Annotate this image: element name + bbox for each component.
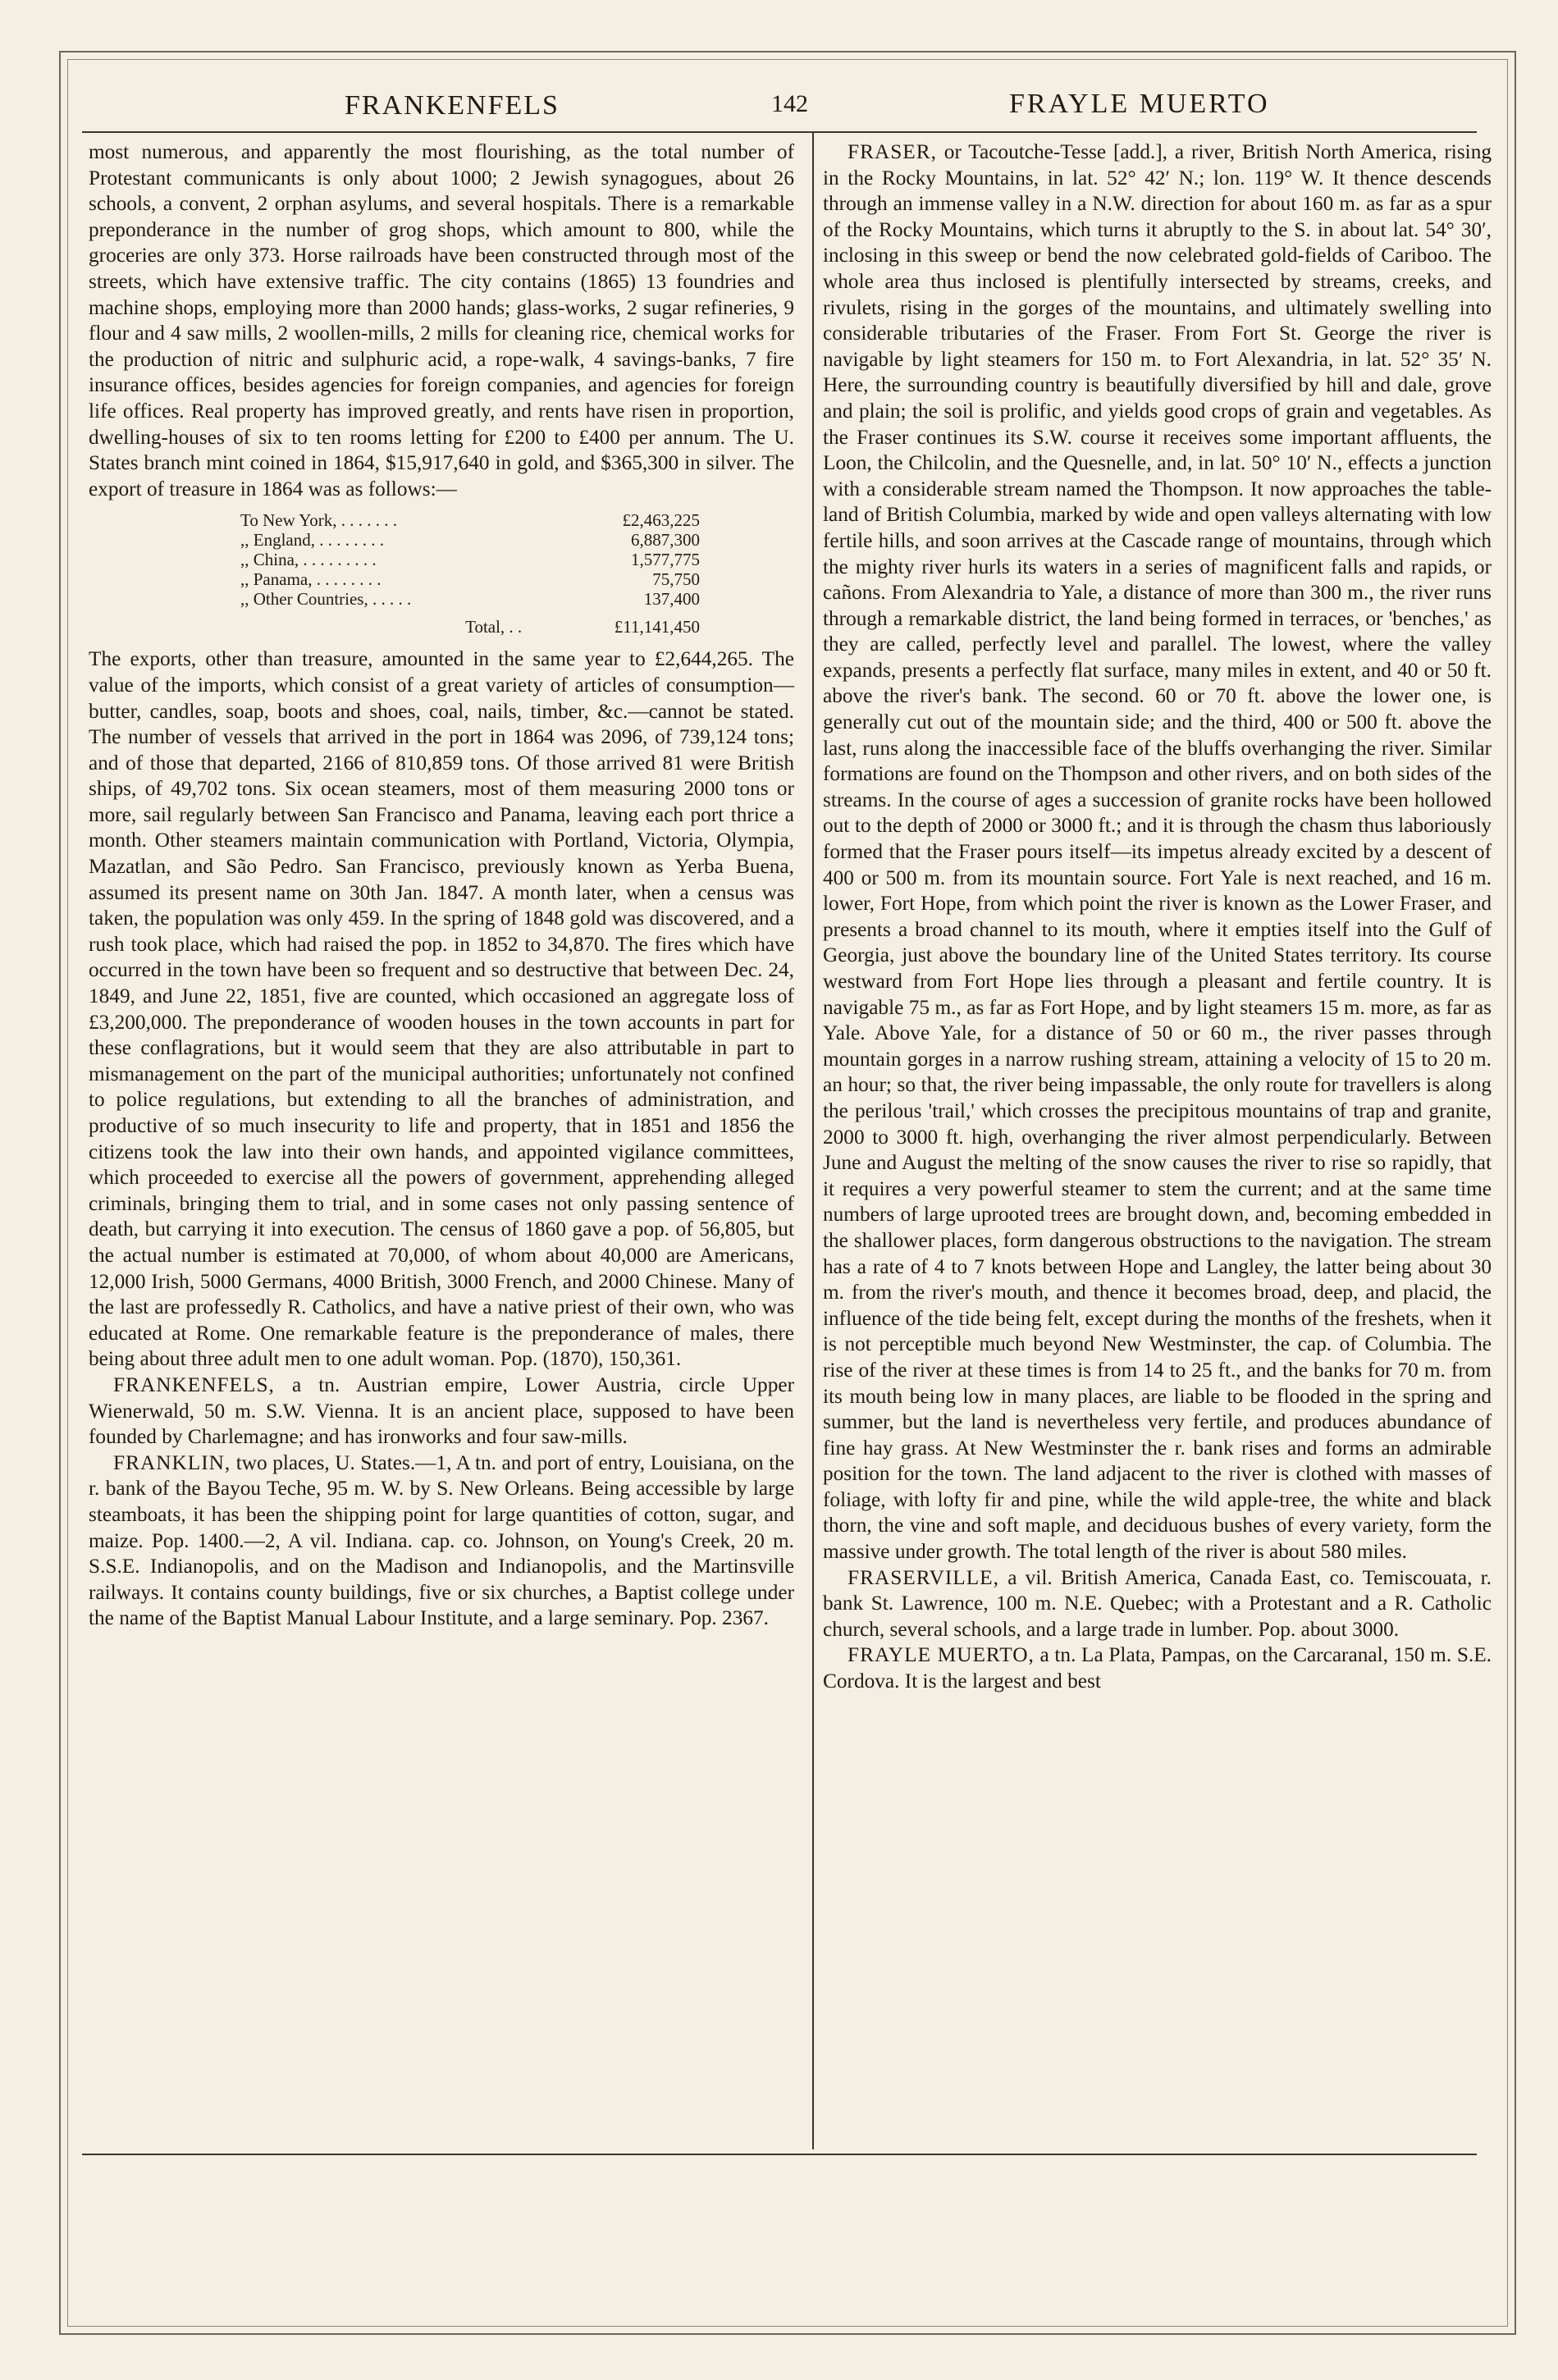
- table-cell-label: ,, China, . . . . . . . . .: [240, 550, 377, 570]
- treasure-export-table: [240, 510, 700, 637]
- footer-rule: [82, 2154, 1477, 2155]
- headword: FRANKENFELS,: [113, 1373, 275, 1396]
- table-row: [240, 510, 700, 530]
- table-total-label: Total, . .: [465, 617, 523, 637]
- table-cell-value: 75,750: [652, 569, 700, 590]
- table-cell-label: ,, Other Countries, . . . . .: [240, 589, 412, 610]
- header-left-word: FRANKENFELS: [345, 90, 560, 121]
- table-cell-label: ,, Panama, . . . . . . . .: [240, 569, 382, 590]
- table-cell-label: To New York, . . . . . . .: [240, 510, 398, 531]
- left-column: [89, 139, 794, 1632]
- entry-frankenfels: [89, 1373, 794, 1450]
- header-rule: [82, 131, 1477, 133]
- table-total-row: [240, 609, 700, 637]
- column-divider: [812, 131, 814, 2149]
- entry-body: a vil. British America, Canada East, co. Temiscouata, r. bank St. Lawrence, 100 m. N.E. Quebec; with a Protestant and a R. Catholic church, several schools, and a large trade in lumber. Pop. about 3000.: [823, 1565, 1492, 1641]
- entry-body: or Tacoutche-Tesse [add.], a river, British North America, rising in the Rocky Mountains, in lat. 52° 42′ N.; lon. 119° W. It thence descends through an immense valley in a N.W. direction for about 160 m. as far as a spur of the Rocky Mountains, which turns it abruptly to the S. in about lat. 54° 30′, inclosing in this sweep or bend the now celebrated gold-fields of Cariboo. The whole area thus inclosed is plentifully intersected by streams, creeks, and rivulets, rising in the gorges of the mountains, and ultimately swelling into considerable tributaries of the Fraser. From Fort St. George the river is navigable by light steamers for 150 m. to Fort Alexandria, in lat. 52° 35′ N. Here, the surrounding country is beautifully diversified by hill and dale, grove and plain; the soil is prolific, and yields good crops of grain and vegetables. As the Fraser continues its S.W. course it receives some important affluents, the Loon, the Chilcolin, and the Quesnelle, and, in lat. 50° 10′ N., effects a junction with a considerable stream named the Thompson. It now approaches the table-land of British Columbia, marked by wide and open valleys alternating with low fertile hills, and soon arrives at the Cascade range of mountains, through which the mighty river hurls its waters in a series of magnificent falls and rapids, or cañons. From Alexandria to Yale, a distance of more than 300 m., the river runs through a remarkable district, the land being formed in terraces, or 'benches,' as they are called, perfectly level and parallel. The lowest, where the valley expands, presents a perfectly flat surface, many miles in extent, and 40 or 50 ft. above the river's bank. The second. 60 or 70 ft. above the lower one, is generally cut out of the mountain side; and the third, 400 or 500 ft. above the last, runs along the inaccessible face of the bluffs overhanging the river. Similar formations are found on the Thompson and other rivers, and on both sides of the streams. In the course of ages a succession of granite rocks have been hollowed out to the depth of 2000 or 3000 ft.; and it is through the chasm thus laboriously formed that the Fraser pours itself—its impetus already excited by a descent of 400 or 500 m. from its mountain source. Fort Yale is next reached, and 16 m. lower, Fort Hope, from which point the river is known as the Lower Fraser, and presents a broad channel to its mouth, where it empties itself into the Gulf of Georgia, just above the boundary line of the United States territory. Its course westward from Fort Hope lies through a pleasant and fertile country. It is navigable 75 m., as far as Fort Hope, and by light steamers 15 m. more, as far as Yale. Above Yale, for a distance of 50 or 60 m., the river passes through mountain gorges in a narrow rushing stream, attaining a velocity of 15 to 20 m. an hour; so that, the river being impassable, the only route for travellers is along the perilous 'trail,' which crosses the precipitous mountains of trap and granite, 2000 to 3000 ft. high, overhanging the river almost perpendicularly. Between June and August the melting of the snow causes the river to rise so rapidly, that it requires a very powerful steamer to stem the current; and at the same time numbers of large uprooted trees are brought down, and, becoming embedded in the shallower places, form dangerous obstructions to the navigation. The stream has a rate of 4 to 7 knots between Hope and Langley, the latter being about 30 m. from the river's mouth, and thence it becomes broad, deep, and placid, the influence of the tide being felt, except during the months of the freshets, when it is not perceptible much beyond New Westminster, the cap. of Columbia. The rise of the river at these times is from 14 to 25 ft., and the banks for 70 m. from its mouth being low in many places, are liable to be flooded in the spring and summer, but the land is nevertheless very fertile, and produces abundance of fine hay grass. At New Westminster the r. bank rises and forms an admirable position for the town. The land adjacent to the river is clothed with masses of foliage, with lofty fir and pine, while the wild apple-tree, the white and black thorn, the vine and soft maple, and deciduous bushes of every variety, form the massive under growth. The total length of the river is about 580 miles.: [823, 140, 1492, 1564]
- table-row: [240, 569, 700, 589]
- headword: FRAYLE MUERTO,: [848, 1643, 1035, 1667]
- table-row: [240, 589, 700, 609]
- headword: FRASER,: [848, 140, 937, 163]
- headword: FRANKLIN,: [113, 1450, 231, 1474]
- paragraph-exports: The exports, other than treasure, amounted in the same year to £2,644,265. The value of the imports, which consist of a great variety of articles of consumption—butter, candles, soap, boots and shoes, coal, nails, timber, &c.—cannot be stated. The number of vessels that arrived in the port in 1864 was 2096, of 739,124 tons; and of those that departed, 2166 of 810,859 tons. Of those arrived 81 were British ships, of 49,702 tons. Six ocean steamers, most of them measuring 2000 tons or more, sail regularly between San Francisco and Panama, leaving each port thrice a month. Other steamers maintain communication with Portland, Victoria, Olympia, Mazatlan, and São Pedro. San Francisco, previously known as Yerba Buena, assumed its present name on 30th Jan. 1847. A month later, when a census was taken, the population was only 459. In the spring of 1848 gold was discovered, and a rush took place, which had raised the pop. in 1852 to 34,870. The fires which have occurred in the town have been so frequent and so destructive that between Dec. 24, 1849, and June 22, 1851, five are counted, which occasioned an aggregate loss of £3,200,000. The preponderance of wooden houses in the town accounts in part for these conflagrations, but it would seem that they are also attributable in part to mismanagement on the part of the municipal authorities; unfortunately not confined to police regulations, but extending to all the branches of administration, and productive of so much insecurity to life and property, that in 1851 and 1856 the citizens took the law into their own hands, and appointed vigilance committees, which proceeded to exercise all the powers of government, apprehending alleged criminals, bringing them to trial, and in some cases not only passing sentence of death, but carrying it into execution. The census of 1860 gave a pop. of 56,805, but the actual number is estimated at 70,000, of whom about 40,000 are Americans, 12,000 Irish, 5000 Germans, 4000 British, 3000 French, and 2000 Chinese. Many of the last are professedly R. Catholics, and have a native priest of their own, who was educated at Rome. One remarkable feature is the preponderance of males, there being about three adult men to one adult woman. Pop. (1870), 150,361.: [89, 647, 794, 1371]
- headword: FRASERVILLE,: [848, 1565, 999, 1589]
- entry-fraserville: [823, 1565, 1492, 1643]
- table-row: [240, 530, 700, 550]
- entry-frayle-muerto: [823, 1642, 1492, 1694]
- table-cell-value: 1,577,775: [631, 550, 700, 570]
- running-header: [82, 82, 1476, 131]
- paragraph-continued: most numerous, and apparently the most flourishing, as the total number of Protestant communicants is only about 1000; 2 Jewish synagogues, about 26 schools, a convent, 2 orphan asylums, and several hospitals. There is a remarkable preponderance in the number of grog shops, which amount to 800, while the groceries are only 373. Horse railroads have been constructed through most of the streets, which have extensive traffic. The city contains (1865) 13 foundries and machine shops, employing more than 2000 hands; glass-works, 2 sugar refineries, 9 flour and 4 saw mills, 2 woollen-mills, 2 mills for cleaning rice, chemical works for the production of nitric and sulphuric acid, a rope-walk, 4 savings-banks, 7 fire insurance offices, besides agencies for foreign companies, and agencies for foreign life offices. Real property has improved greatly, and rents have risen in proportion, dwelling-houses of six to ten rooms letting for £200 to £400 per annum. The U. States branch mint coined in 1864, $15,917,640 in gold, and $365,300 in silver. The export of treasure in 1864 was as follows:—: [89, 140, 794, 500]
- entry-fraser: [823, 139, 1492, 1565]
- entry-body: a tn. La Plata, Pampas, on the Carcaranal, 150 m. S.E. Cordova. It is the largest and best: [823, 1643, 1492, 1693]
- entry-franklin: [89, 1450, 794, 1632]
- entry-body: a tn. Austrian empire, Lower Austria, circle Upper Wienerwald, 50 m. S.W. Vienna. It is an ancient place, supposed to have been founded by Charlemagne; and has ironworks and four saw-mills.: [89, 1373, 794, 1449]
- table-cell-value: 6,887,300: [631, 530, 700, 550]
- page-number: 142: [771, 90, 808, 117]
- table-cell-label: ,, England, . . . . . . . .: [240, 530, 384, 550]
- table-total-value: £11,141,450: [614, 617, 700, 637]
- table-cell-value: £2,463,225: [622, 510, 700, 531]
- right-column: [823, 139, 1492, 1695]
- table-cell-value: 137,400: [643, 589, 700, 610]
- table-row: [240, 550, 700, 569]
- header-right-word: FRAYLE MUERTO: [1009, 89, 1270, 119]
- entry-body: two places, U. States.—1, A tn. and port of entry, Louisiana, on the r. bank of the Bayou Teche, 95 m. W. by S. New Orleans. Being accessible by large steamboats, it has been the shipping point for large quantities of cotton, sugar, and maize. Pop. 1400.—2, A vil. Indiana. cap. co. Johnson, on Young's Creek, 20 m. S.S.E. Indianopolis, and on the Madison and Indianopolis, and the Martinsville railways. It contains county buildings, five or six churches, a Baptist college under the name of the Baptist Manual Labour Institute, and a large seminary. Pop. 2367.: [89, 1450, 794, 1630]
